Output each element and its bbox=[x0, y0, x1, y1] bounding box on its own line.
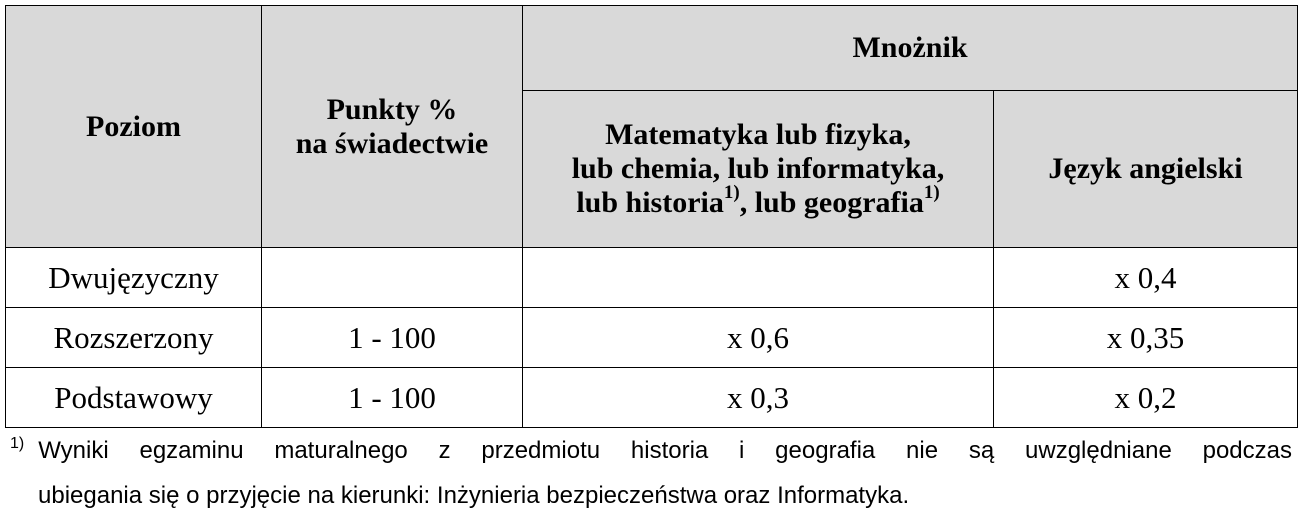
header-subjects bbox=[523, 91, 994, 248]
multiplier-table bbox=[5, 5, 1298, 428]
header-punkty-line2: na świadectwie bbox=[295, 126, 489, 160]
table-row bbox=[6, 248, 1298, 308]
header-punkty bbox=[262, 6, 523, 248]
cell-english: x 0,4 bbox=[994, 248, 1298, 308]
footnote-text-1: Wyniki egzaminu maturalnego z przedmiotu historia i geografia nie są uwzględniane podczas bbox=[38, 437, 1292, 464]
cell-points: 1 - 100 bbox=[262, 368, 523, 428]
header-punkty-line1: Punkty % bbox=[326, 92, 458, 126]
header-poziom: Poziom bbox=[6, 6, 262, 248]
footnote-ref-historia: 1) bbox=[723, 182, 740, 203]
footnote-line2: ubiegania się o przyjęcie na kierunki: Inżynieria bezpieczeństwa oraz Informatyka. bbox=[38, 482, 910, 509]
footnote-marker: 1) bbox=[10, 435, 25, 452]
header-subjects-line1: Matematyka lub fizyka, bbox=[605, 118, 911, 151]
cell-level: Podstawowy bbox=[6, 368, 262, 428]
footnote-line1 bbox=[10, 430, 1292, 475]
footnote-ref-geografia: 1) bbox=[923, 182, 940, 203]
table-row bbox=[6, 368, 1298, 428]
cell-points: 1 - 100 bbox=[262, 308, 523, 368]
header-row-1 bbox=[6, 6, 1298, 91]
cell-subject: x 0,6 bbox=[523, 308, 994, 368]
table-row bbox=[6, 308, 1298, 368]
cell-subject bbox=[523, 248, 994, 308]
cell-level: Rozszerzony bbox=[6, 308, 262, 368]
cell-level: Dwujęzyczny bbox=[6, 248, 262, 308]
header-mnoznik: Mnożnik bbox=[523, 6, 1298, 91]
cell-english: x 0,2 bbox=[994, 368, 1298, 428]
header-english: Język angielski bbox=[994, 91, 1298, 248]
header-subjects-line2: lub chemia, lub informatyka, bbox=[571, 152, 945, 185]
header-subjects-line3: lub historia$^{1)}$, lub geografia$^{1)}$ bbox=[576, 182, 940, 219]
cell-points bbox=[262, 248, 523, 308]
footnote bbox=[10, 430, 1292, 517]
cell-english: x 0,35 bbox=[994, 308, 1298, 368]
cell-subject: x 0,3 bbox=[523, 368, 994, 428]
